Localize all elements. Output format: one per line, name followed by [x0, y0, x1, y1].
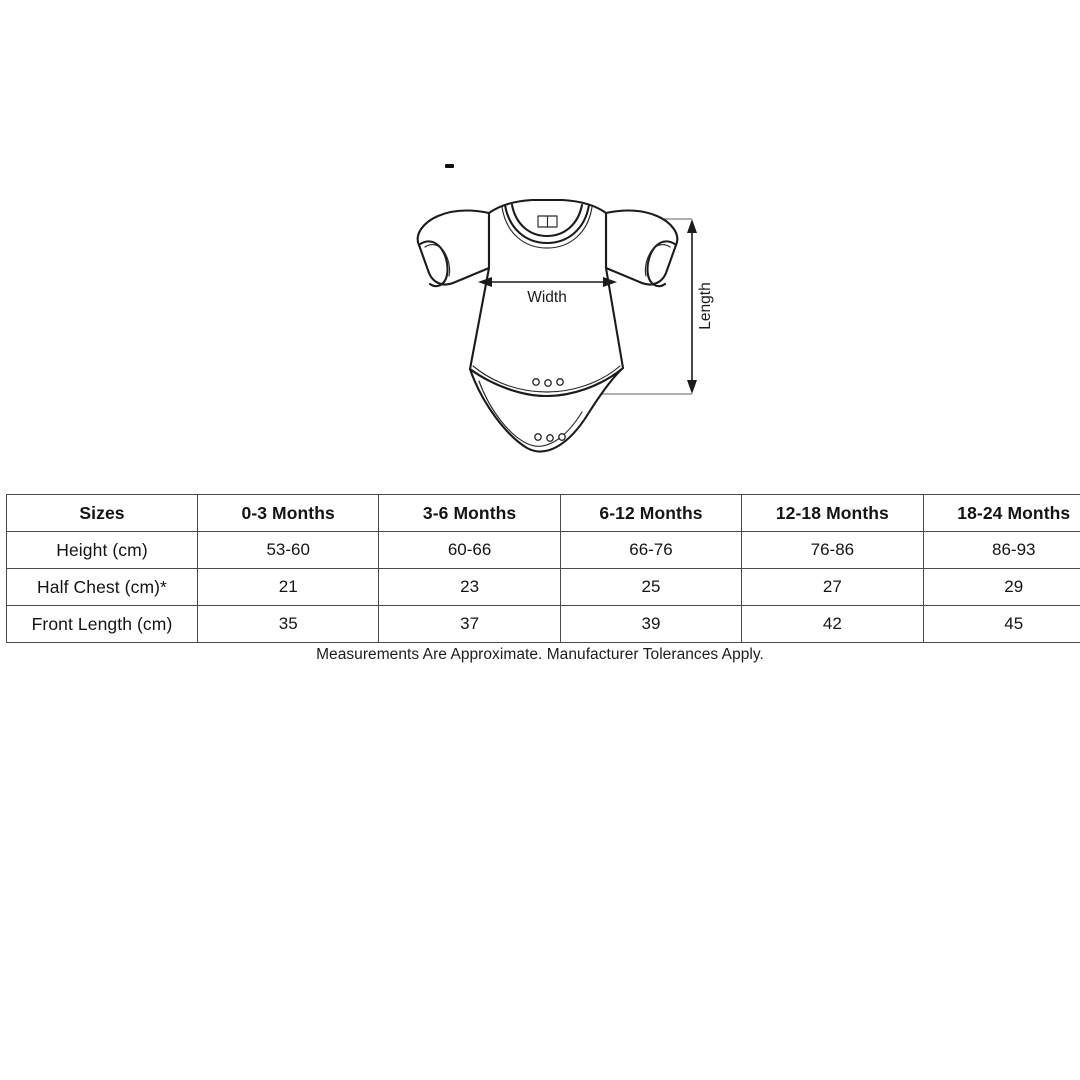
cell-front-length-4: 45: [923, 606, 1080, 643]
length-label: Length: [697, 282, 714, 330]
cell-half-chest-3: 27: [742, 569, 923, 606]
snap-button-front-3: [557, 379, 563, 385]
snap-button-front-1: [533, 379, 539, 385]
cell-front-length-0: 35: [198, 606, 379, 643]
header-cell-size-0: 0-3 Months: [198, 495, 379, 532]
cell-half-chest-1: 23: [379, 569, 560, 606]
cell-half-chest-0: 21: [198, 569, 379, 606]
cell-height-0: 53-60: [198, 532, 379, 569]
table-row: [7, 569, 1080, 606]
size-table-container: [6, 494, 1074, 643]
header-cell-size-1: 3-6 Months: [379, 495, 560, 532]
length-arrow-top: [687, 219, 697, 233]
cell-height-2: 66-76: [560, 532, 741, 569]
header-cell-size-2: 6-12 Months: [560, 495, 741, 532]
table-row: [7, 532, 1080, 569]
cell-half-chest-2: 25: [560, 569, 741, 606]
row-label-half-chest: Half Chest (cm)*: [7, 569, 198, 606]
right-sleeve: [606, 211, 677, 285]
cell-front-length-1: 37: [379, 606, 560, 643]
garment-illustration: [0, 0, 1080, 490]
measurements-footnote: Measurements Are Approximate. Manufacturer Tolerances Apply.: [316, 646, 764, 663]
row-label-front-length: Front Length (cm): [7, 606, 198, 643]
left-sleeve: [418, 211, 489, 285]
cell-half-chest-4: 29: [923, 569, 1080, 606]
table-row: [7, 606, 1080, 643]
snap-button-back-3: [559, 434, 565, 440]
header-cell-size-3: 12-18 Months: [742, 495, 923, 532]
snap-button-back-2: [547, 435, 553, 441]
speck-artifact: [445, 164, 454, 168]
header-cell-size-4: 18-24 Months: [923, 495, 1080, 532]
table-header-row: [7, 495, 1080, 532]
width-label: Width: [527, 289, 567, 306]
cell-height-1: 60-66: [379, 532, 560, 569]
header-cell-sizes: Sizes: [7, 495, 198, 532]
size-chart-table: [6, 494, 1080, 643]
cell-front-length-2: 39: [560, 606, 741, 643]
cell-height-3: 76-86: [742, 532, 923, 569]
cell-height-4: 86-93: [923, 532, 1080, 569]
length-arrow-bottom: [687, 380, 697, 394]
cell-front-length-3: 42: [742, 606, 923, 643]
snap-button-back-1: [535, 434, 541, 440]
snap-button-front-2: [545, 380, 551, 386]
row-label-height: Height (cm): [7, 532, 198, 569]
